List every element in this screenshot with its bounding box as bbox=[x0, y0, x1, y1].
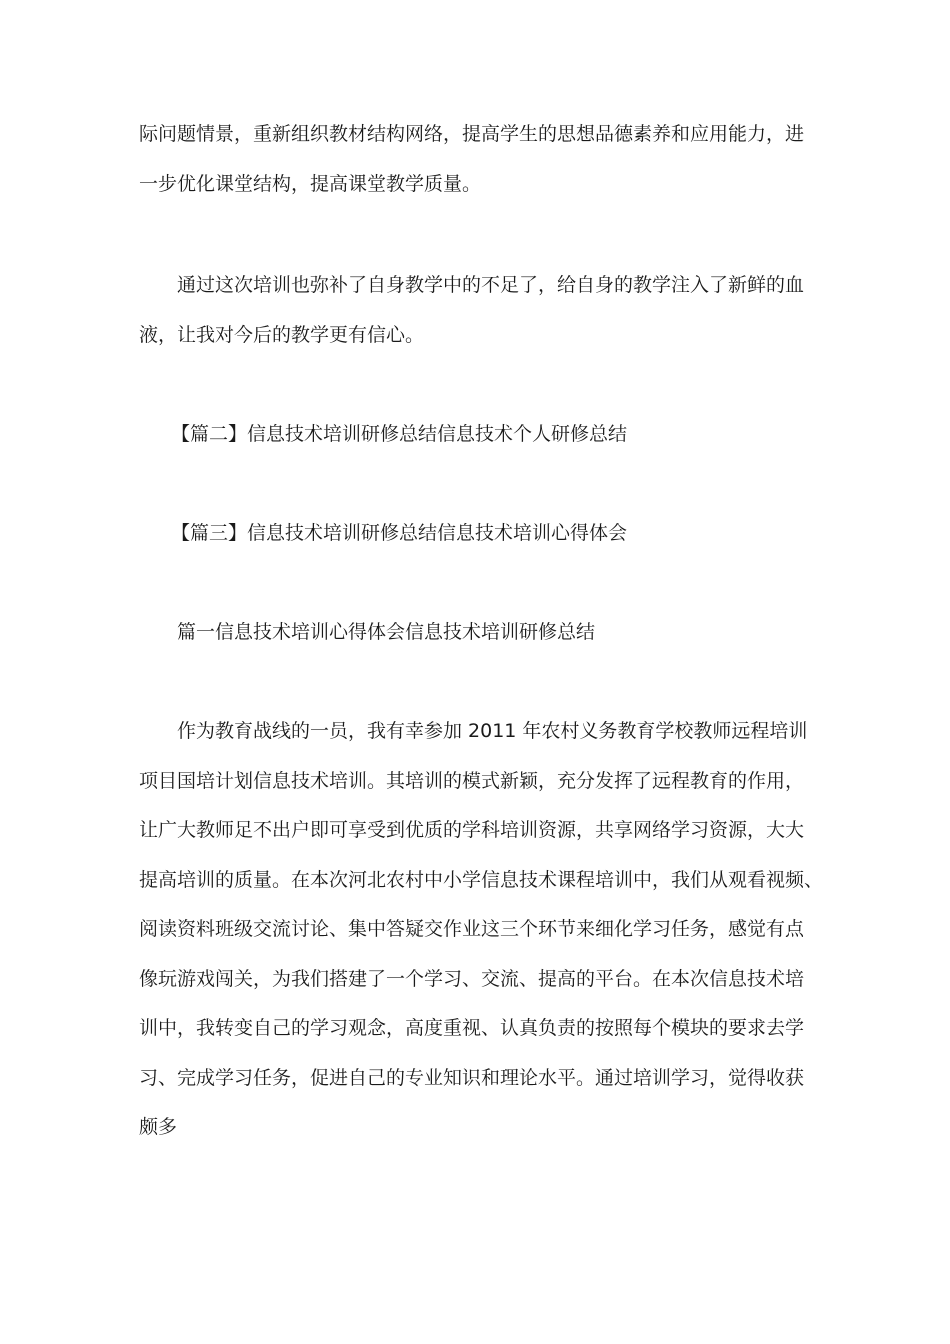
text-line: 一步优化课堂结构，提高课堂教学质量。 bbox=[139, 172, 482, 195]
paragraph-classroom-quality bbox=[139, 110, 815, 209]
paragraph-training-experience bbox=[139, 707, 824, 1153]
text-line: 让广大教师足不出户即可享受到优质的学科培训资源，共享网络学习资源，大大 bbox=[139, 819, 805, 841]
text-line: 训中，我转变自己的学习观念，高度重视、认真负责的按照每个模块的要求去学 bbox=[139, 1017, 805, 1039]
text-line: 项目国培计划信息技术培训。其培训的模式新颖，充分发挥了远程教育的作用， bbox=[139, 769, 805, 792]
text-line: 通过这次培训也弥补了自身教学中的不足了，给自身的教学注入了新鲜的血 bbox=[177, 274, 805, 296]
text-line: 际问题情景，重新组织教材结构网络，提高学生的思想品德素养和应用能力，进 bbox=[139, 123, 805, 145]
text-line: 液，让我对今后的教学更有信心。 bbox=[139, 323, 425, 346]
heading-line: 【篇二】信息技术培训研修总结信息技术个人研修总结 bbox=[171, 423, 628, 445]
text-line: 作为教育战线的一员，我有幸参加 2011 年农村义务教育学校教师远程培训 bbox=[177, 720, 808, 742]
text-line: 提高培训的质量。在本次河北农村中小学信息技术课程培训中，我们从观看视频、 bbox=[139, 868, 824, 891]
text-line: 习、完成学习任务，促进自己的专业知识和理论水平。通过培训学习，觉得收获 bbox=[139, 1066, 805, 1089]
heading-line: 篇一信息技术培训心得体会信息技术培训研修总结 bbox=[177, 621, 596, 643]
section-heading-part-two bbox=[139, 410, 815, 460]
text-line: 像玩游戏闯关，为我们搭建了一个学习、交流、提高的平台。在本次信息技术培 bbox=[139, 967, 805, 990]
heading-line: 【篇三】信息技术培训研修总结信息技术培训心得体会 bbox=[171, 522, 628, 544]
paragraph-training-benefit bbox=[139, 261, 815, 360]
section-heading-part-three bbox=[139, 509, 815, 559]
text-line: 阅读资料班级交流讨论、集中答疑交作业这三个环节来细化学习任务，感觉有点 bbox=[139, 918, 805, 940]
text-line: 颇多 bbox=[139, 1116, 178, 1138]
section-heading-part-one bbox=[139, 608, 815, 658]
